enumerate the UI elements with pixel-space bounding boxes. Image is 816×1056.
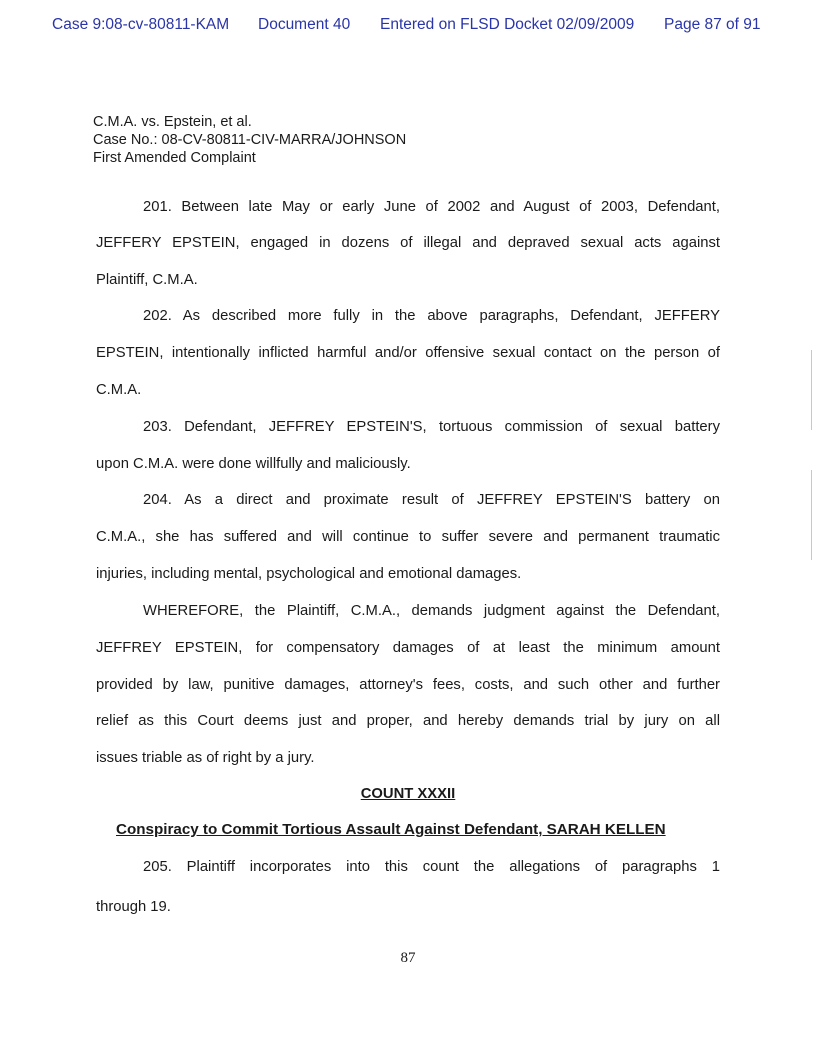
paragraph-204-line-1: 204. As a direct and proximate result of JEFFREY EPSTEIN'S battery on [143,492,720,508]
paragraph-202-line-3: C.M.A. [96,382,142,398]
page-number: 87 [400,950,416,966]
caption-case-no: Case No.: 08-CV-80811-CIV-MARRA/JOHNSON [93,132,407,148]
wherefore-line-4: relief as this Court deems just and proper, and hereby demands trial by jury on all [96,713,720,729]
wherefore-line-3: provided by law, punitive damages, attorney's fees, costs, and such other and further [96,677,720,693]
wherefore-line-5: issues triable as of right by a jury. [96,750,315,766]
scan-margin-mark [811,350,812,430]
paragraph-202-line-1: 202. As described more fully in the above paragraphs, Defendant, JEFFERY [143,308,720,324]
case-caption [93,113,406,167]
docket-header [0,16,816,38]
paragraph-205-line-2: through 19. [96,899,171,915]
paragraph-204-line-2: C.M.A., she has suffered and will continue to suffer severe and permanent traumatic [96,529,720,545]
count-heading: COUNT XXXII [360,786,456,802]
count-subheading: Conspiracy to Commit Tortious Assault Against Defendant, SARAH KELLEN [116,821,666,838]
paragraph-201-line-1: 201. Between late May or early June of 2002 and August of 2003, Defendant, [143,199,720,215]
paragraph-205-line-1: 205. Plaintiff incorporates into this count the allegations of paragraphs 1 [143,859,720,875]
header-case-number: Case 9:08-cv-80811-KAM [52,16,230,33]
wherefore-line-1: WHEREFORE, the Plaintiff, C.M.A., demands judgment against the Defendant, [143,603,720,619]
caption-parties: C.M.A. vs. Epstein, et al. [93,114,252,130]
caption-title: First Amended Complaint [93,150,256,166]
header-entered-date: Entered on FLSD Docket 02/09/2009 [380,16,635,33]
paragraph-203-line-1: 203. Defendant, JEFFREY EPSTEIN'S, tortuous commission of sexual battery [143,419,720,435]
paragraph-202-line-2: EPSTEIN, intentionally inflicted harmful and/or offensive sexual contact on the person of [96,345,720,361]
paragraph-203-line-2: upon C.M.A. were done willfully and maliciously. [96,456,411,472]
paragraph-201-line-3: Plaintiff, C.M.A. [96,272,198,288]
scan-margin-mark [811,470,812,560]
header-document-number: Document 40 [258,16,351,33]
wherefore-line-2: JEFFREY EPSTEIN, for compensatory damages of at least the minimum amount [96,640,720,656]
paragraph-204-line-3: injuries, including mental, psychological and emotional damages. [96,566,522,582]
header-page-count: Page 87 of 91 [664,16,761,33]
paragraph-201-line-2: JEFFERY EPSTEIN, engaged in dozens of illegal and depraved sexual acts against [96,235,720,251]
